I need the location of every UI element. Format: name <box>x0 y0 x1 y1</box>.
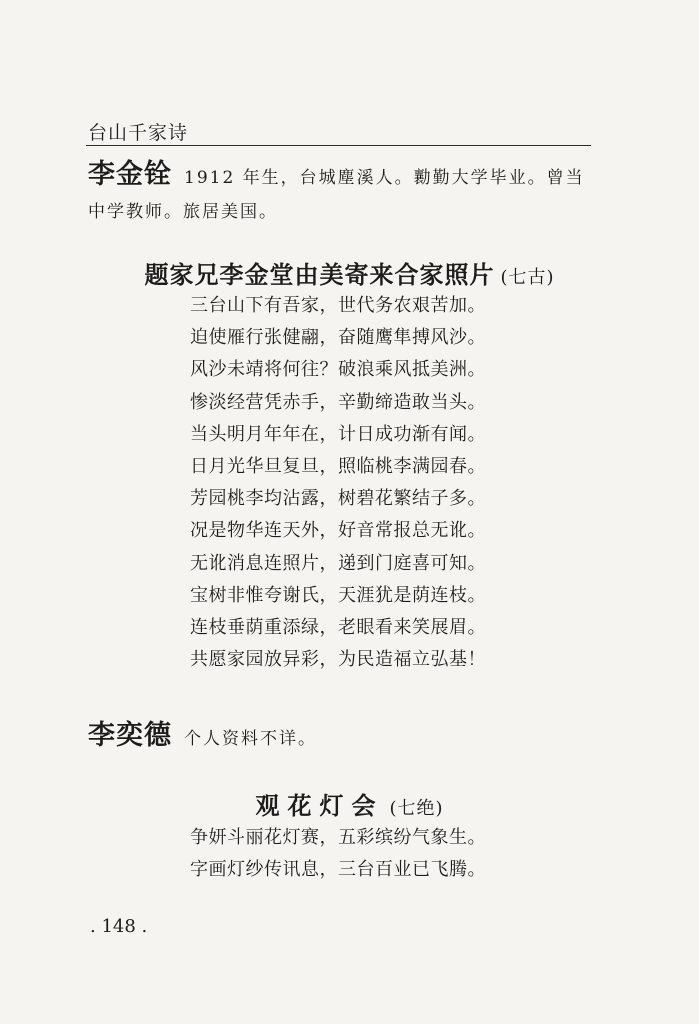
verse-line: 日月光华旦复旦，照临桃李满园春。 <box>190 456 486 478</box>
header-rule <box>86 145 591 146</box>
verse-line: 三台山下有吾家，世代务农艰苦加。 <box>190 295 486 316</box>
poem-form: (七古) <box>500 267 555 288</box>
running-head: 台山千家诗 <box>88 122 189 144</box>
poem-body <box>190 290 590 676</box>
verse-line: 芳园桃李均沾露，树碧花繁结子多。 <box>190 488 486 510</box>
verse-line: 况是物华连天外，好音常报总无讹。 <box>190 520 486 542</box>
verse-line: 当头明月年年在，计日成功渐有闻。 <box>190 423 486 445</box>
poem-body <box>190 822 590 886</box>
author-entry-2 <box>88 719 598 756</box>
author-entry-1 <box>88 158 598 229</box>
author-bio: 李奕德 个人资料不详。 <box>88 720 317 751</box>
verse-line: 共愿家园放异彩，为民造福立弘基！ <box>190 649 486 671</box>
verse-line: 争妍斗丽花灯赛，五彩缤纷气象生。 <box>190 827 486 848</box>
poem-form: (七绝) <box>389 798 444 819</box>
author-name: 李金铨 <box>88 159 172 190</box>
verse-line: 字画灯纱传讯息，三台百业已飞腾。 <box>190 859 486 881</box>
verse-line: 迫使雁行张健翮，奋随鹰隼搏风沙。 <box>190 327 486 349</box>
page-number: . 148 . <box>90 916 148 937</box>
author-bio: 李金铨 1912 年生，台城塵溪人。勷勤大学毕业。曾当中学教师。旅居美国。 <box>88 159 585 222</box>
poem-title: 观花灯会 (七绝) <box>255 792 444 820</box>
poem-title: 题家兄李金堂由美寄来合家照片 (七古) <box>144 261 555 289</box>
verse-line: 无讹消息连照片，递到门庭喜可知。 <box>190 552 486 574</box>
author-name: 李奕德 <box>88 720 172 751</box>
verse-line: 宝树非惟夸谢氏，天涯犹是荫连枝。 <box>190 584 486 606</box>
verse-line: 连枝垂荫重添绿，老眼看来笑展眉。 <box>190 617 486 639</box>
verse-line: 风沙未靖将何往？破浪乘风抵美洲。 <box>190 359 486 381</box>
verse-line: 惨淡经营凭赤手，辛勤缔造敢当头。 <box>190 391 486 413</box>
